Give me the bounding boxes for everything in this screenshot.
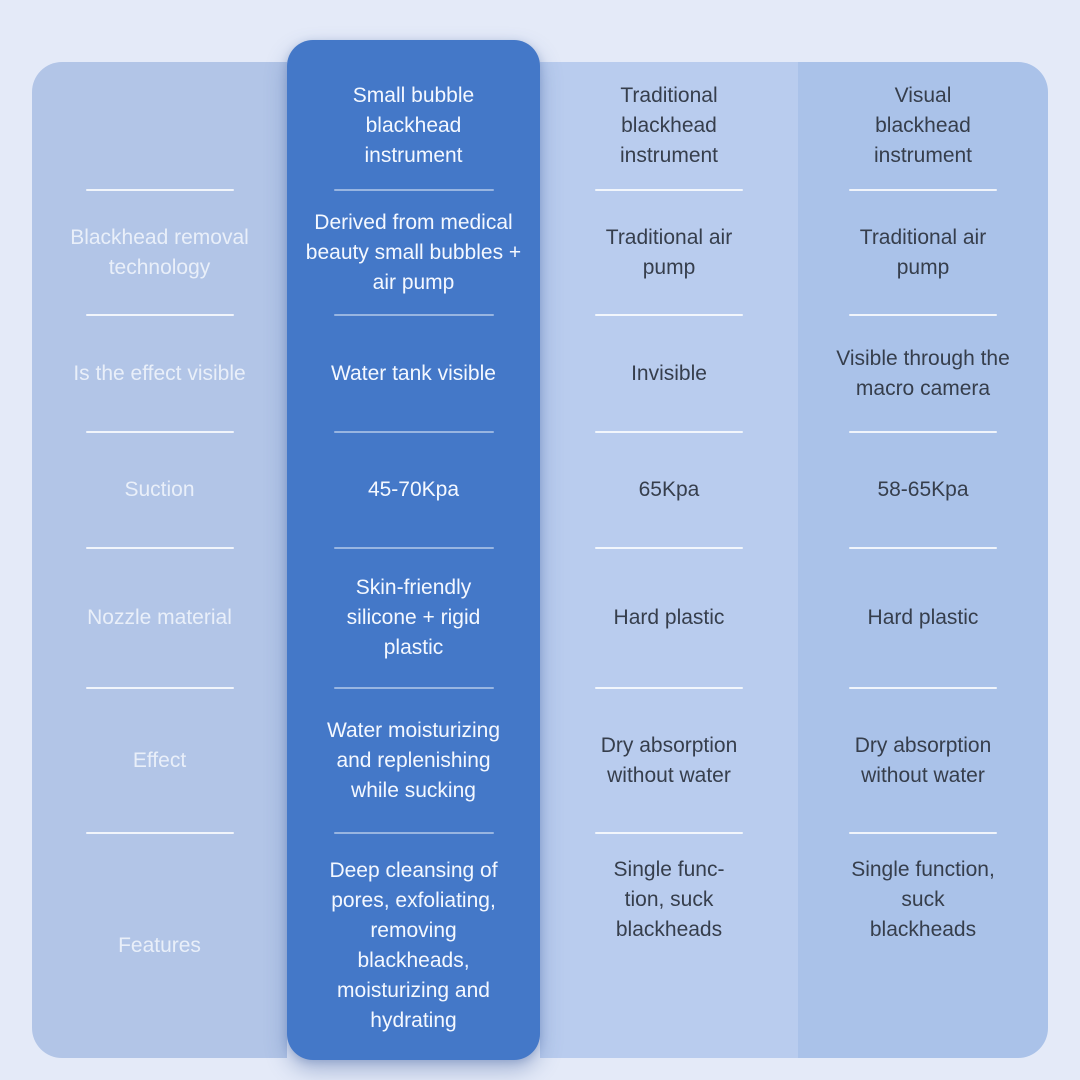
column-header-traditional — [540, 62, 798, 190]
cell-technology-visual — [798, 190, 1048, 315]
cell-text: Dry absorption without water — [600, 733, 738, 787]
cell-technology-small-bubble — [287, 190, 540, 315]
cell-text: Single function, suck blackheads — [851, 858, 995, 941]
column-visual-instrument — [798, 62, 1048, 1058]
cell-text: Single func-tion, suck blackheads — [613, 858, 725, 941]
cell-text: Traditional air pump — [859, 225, 987, 279]
cell-effect-traditional — [540, 688, 798, 833]
cell-text: Dry absorption without water — [854, 733, 992, 787]
cell-text: Water moisturizing and replenishing while sucking — [326, 718, 501, 802]
row-label-features — [32, 833, 287, 1058]
cell-text: Hard plastic — [867, 606, 979, 629]
cell-text: Visible through the macro camera — [836, 346, 1010, 400]
cell-suction-traditional — [540, 432, 798, 548]
row-label-visibility — [32, 315, 287, 432]
cell-text: 45-70Kpa — [367, 478, 460, 501]
cell-technology-traditional — [540, 190, 798, 315]
row-label-text: Features — [118, 933, 201, 957]
cell-text: Deep cleansing of pores, exfoliating, removing blackheads, moisturizing and hydrating — [329, 858, 498, 1032]
column-header-visual — [798, 62, 1048, 190]
column-small-bubble-instrument — [287, 40, 540, 1060]
row-label-technology — [32, 190, 287, 315]
cell-text: Hard plastic — [613, 606, 725, 629]
column-header-text: Small bubble blackhead instrument — [352, 84, 475, 167]
cell-text: Invisible — [631, 361, 707, 385]
cell-visibility-small-bubble — [287, 315, 540, 432]
row-label-text: Is the effect visible — [73, 361, 246, 385]
column-traditional-instrument — [540, 62, 798, 1058]
cell-features-traditional — [540, 833, 798, 1058]
cell-features-visual — [798, 833, 1048, 1058]
cell-nozzle-small-bubble — [287, 548, 540, 688]
cell-suction-small-bubble — [287, 432, 540, 548]
column-header-text: Visual blackhead instrument — [873, 84, 973, 167]
row-label-text: Blackhead removal technology — [70, 225, 249, 279]
cell-features-small-bubble — [287, 833, 540, 1058]
row-label-suction — [32, 432, 287, 548]
cell-visibility-visual — [798, 315, 1048, 432]
cell-nozzle-traditional — [540, 548, 798, 688]
column-header-small-bubble — [287, 62, 540, 190]
row-label-nozzle-material — [32, 548, 287, 688]
label-column — [32, 62, 287, 1058]
column-header-text: Traditional blackhead instrument — [619, 84, 719, 167]
cell-effect-small-bubble — [287, 688, 540, 833]
cell-text: Traditional air pump — [605, 225, 733, 279]
cell-text: 65Kpa — [638, 478, 700, 501]
cell-text: Skin-friendly silicone + rigid plastic — [346, 576, 481, 659]
cell-suction-visual — [798, 432, 1048, 548]
label-column-header — [32, 62, 287, 190]
row-label-text: Effect — [132, 748, 187, 772]
row-label-text: Nozzle material — [87, 606, 232, 629]
cell-effect-visual — [798, 688, 1048, 833]
cell-nozzle-visual — [798, 548, 1048, 688]
cell-text: Derived from medical beauty small bubbles + air pump — [305, 210, 522, 294]
row-label-text: Suction — [124, 478, 195, 501]
cell-text: Water tank visible — [331, 361, 496, 385]
row-label-effect — [32, 688, 287, 833]
cell-visibility-traditional — [540, 315, 798, 432]
cell-text: 58-65Kpa — [877, 478, 969, 501]
